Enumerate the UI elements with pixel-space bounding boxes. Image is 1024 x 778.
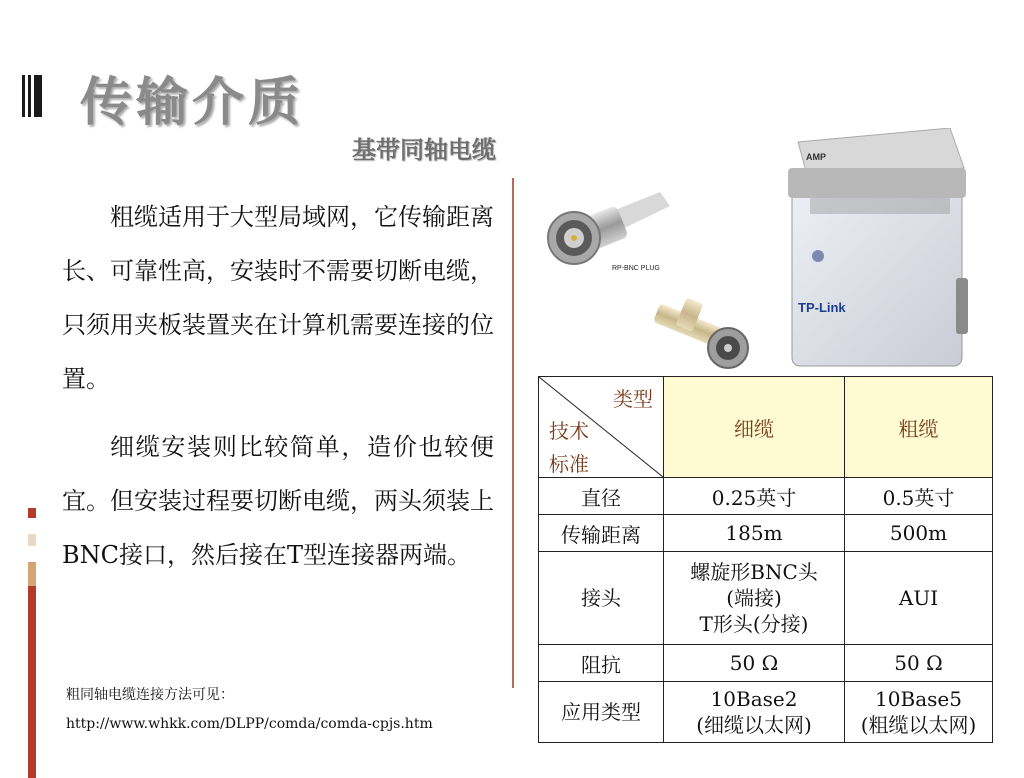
cell-thick: 0.5英寸 xyxy=(845,478,993,515)
cell-line: 10Base2 xyxy=(710,687,798,711)
cell-line: (粗缆以太网) xyxy=(860,713,977,737)
slide-subtitle: 基带同轴电缆 xyxy=(352,135,496,164)
table-row xyxy=(539,682,993,743)
cell-thin xyxy=(664,682,845,743)
cell-thick xyxy=(845,682,993,743)
left-accent-bar xyxy=(28,508,36,778)
device-maker: AMP xyxy=(806,152,826,162)
corner-tech-line2: 标准 xyxy=(549,452,589,476)
bnc-plug-image xyxy=(540,186,680,282)
body-text xyxy=(62,190,494,596)
cell-thick: 50 Ω xyxy=(845,645,993,682)
column-header-thin: 细缆 xyxy=(664,377,845,478)
plug-label: RP-BNC PLUG xyxy=(612,265,660,272)
cell-thin: 0.25英寸 xyxy=(664,478,845,515)
cell-thin: 50 Ω xyxy=(664,645,845,682)
table-corner-header xyxy=(539,377,664,478)
note-url: http://www.whkk.com/DLPP/comda/comda-cpjs.htm xyxy=(66,716,433,732)
cell-thick: 500m xyxy=(845,515,993,552)
corner-type-label: 类型 xyxy=(613,387,653,411)
corner-tech-label xyxy=(549,415,589,481)
table-row xyxy=(539,515,993,552)
cell-thin: 185m xyxy=(664,515,845,552)
cell-thin xyxy=(664,552,845,645)
row-label: 直径 xyxy=(539,478,664,515)
row-label: 传输距离 xyxy=(539,515,664,552)
cable-comparison-table xyxy=(538,376,993,743)
row-label: 应用类型 xyxy=(539,682,664,743)
slide-title: 传输介质 xyxy=(80,72,305,133)
cell-line: (端接) xyxy=(726,586,782,610)
note-label: 粗同轴电缆连接方法可见： xyxy=(66,687,234,703)
cell-line: (细缆以太网) xyxy=(696,713,812,737)
t-connector-image xyxy=(650,296,760,374)
cell-line: 10Base5 xyxy=(875,687,962,711)
row-label: 接头 xyxy=(539,552,664,645)
cell-line: T形头(分接) xyxy=(699,612,809,636)
paragraph-thick-cable: 粗缆适用于大型局域网，它传输距离长、可靠性高，安装时不需要切断电缆，只须用夹板装置夹在计算机需要连接的位置。 xyxy=(62,203,494,393)
transceiver-image xyxy=(770,128,972,376)
row-label: 阻抗 xyxy=(539,645,664,682)
cell-thick: AUI xyxy=(845,552,993,645)
paragraph-thin-cable: 细缆安装则比较简单，造价也较便宜。但安装过程要切断电缆，两头须装上BNC接口，然后接在T型连接器两端。 xyxy=(62,433,494,569)
table-row xyxy=(539,552,993,645)
column-header-thick: 粗缆 xyxy=(845,377,993,478)
title-decoration xyxy=(22,75,44,117)
table-row xyxy=(539,645,993,682)
cell-line: 螺旋形BNC头 xyxy=(690,560,818,584)
corner-tech-line1: 技术 xyxy=(549,419,589,443)
table-row xyxy=(539,478,993,515)
vertical-divider xyxy=(512,178,514,688)
device-brand: TP-Link xyxy=(798,300,846,315)
